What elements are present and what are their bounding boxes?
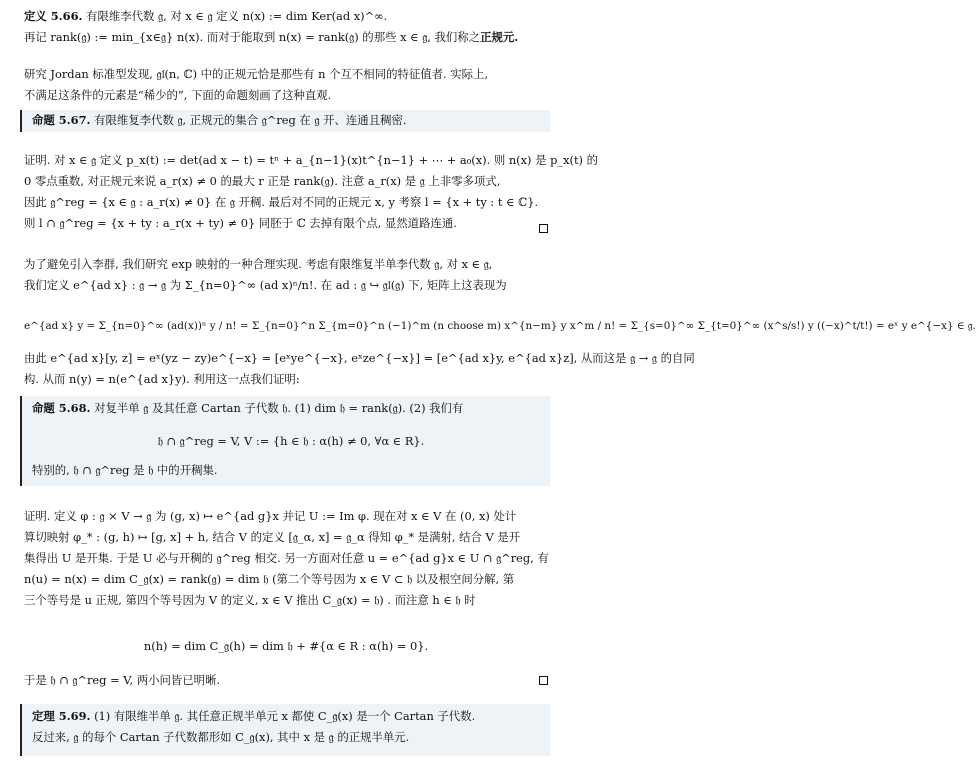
exp-line-2: 我们定义 e^{ad x} : 𝔤 → 𝔤 为 Σ_{n=0}^∞ (ad x)ⁿ/n!. 在 ad : 𝔤 ↪ 𝔤𝔩(𝔤) 下, 矩阵上这表现为 (24, 278, 507, 292)
intro-line-2: 不满足这条件的元素是“稀少的”, 下面的命题刻画了这种直观. (24, 88, 332, 102)
proof-conclusion (24, 670, 548, 691)
exp-equation: e^{ad x} y = Σ_{n=0}^∞ (ad(x))ⁿ y / n! = Σ_{n=0}^n Σ_{m=0}^n (−1)^m (n choose m) x^{n−m} y x^m / n! = Σ_{s=0}^∞ Σ_{t=0}^∞ (x^s/s!) y ((−x)^t/t!) = eˣ y e^{−x} ∈ 𝔤. (24, 320, 976, 332)
proof-line-6: 于是 𝔥 ∩ 𝔤^reg = V, 两小问皆已明晰. (24, 673, 221, 687)
proof-line-1: 证明. 对 x ∈ 𝔤 定义 p_x(t) := det(ad x − t) = tⁿ + a_{n−1}(x)t^{n−1} + ⋯ + a₀(x). 则 n(x) 是 p_x(t) 的 (24, 153, 599, 167)
proof-line-3: 因此 𝔤^reg = {x ∈ 𝔤 : a_r(x) ≠ 0} 在 𝔤 开稠. 最后对不同的正规元 x, y 考察 l = {x + ty : t ∈ ℂ}. (24, 195, 539, 209)
proof-line-2: 算切映射 φ_* : (g, h) ↦ [g, x] + h, 结合 V 的定义 [𝔤_α, x] = 𝔤_α 得知 φ_* 是满射, 结合 V 是开 (24, 530, 521, 544)
proof-equation: n(h) = dim C_𝔤(h) = dim 𝔥 + #{α ∈ R : α(h) = 0}. (143, 639, 429, 653)
theorem-label: 定理 5.69. (32, 709, 91, 723)
proposition-label: 命题 5.68. (32, 401, 91, 415)
proof-line-2: 0 零点重数, 对正规元来说 a_r(x) ≠ 0 的最大 r 正是 rank(𝔤). 注意 a_r(x) 是 𝔤 上非零多项式, (24, 174, 501, 188)
proposition-text-2: 特别的, 𝔥 ∩ 𝔤^reg 是 𝔥 中的开稠集. (32, 463, 218, 477)
theorem-text: (1) 有限维半单 𝔤. 其任意正规半单元 x 都使 C_𝔤(x) 是一个 Cartan 子代数. (94, 709, 476, 723)
proposition-label: 命题 5.67. (32, 113, 91, 127)
proposition-text: 对复半单 𝔤 及其任意 Cartan 子代数 𝔥. (1) dim 𝔥 = rank(𝔤). (2) 我们有 (94, 401, 464, 415)
proof-5-67 (24, 150, 599, 234)
intro-paragraph (24, 64, 548, 106)
qed-symbol (539, 676, 548, 685)
definition-label: 定义 5.66. (24, 9, 83, 23)
definition-text-2: 再记 rank(𝔤) := min_{x∈𝔤} n(x). 而对于能取到 n(x) = rank(𝔤) 的那些 x ∈ 𝔤, 我们称之 (24, 30, 481, 44)
proposition-text: 有限维复李代数 𝔤, 正规元的集合 𝔤^reg 在 𝔤 开、连通且稠密. (94, 113, 407, 127)
theorem-text-2: 反过来, 𝔤 的每个 Cartan 子代数都形如 C_𝔤(x), 其中 x 是 𝔤 的正规半单元. (32, 730, 410, 744)
theorem-5-69 (20, 704, 550, 756)
qed-symbol (539, 224, 548, 233)
proposition-equation: 𝔥 ∩ 𝔤^reg = V, V := {h ∈ 𝔥 : α(h) ≠ 0, ∀α ∈ R}. (157, 434, 425, 448)
definition-text: 有限维李代数 𝔤, 对 x ∈ 𝔤 定义 n(x) := dim Ker(ad x)^∞. (86, 9, 388, 23)
definition-5-66 (24, 6, 548, 48)
exp-line-1: 为了避免引入李群, 我们研究 exp 映射的一种合理实现. 考虑有限维复半单李代数 𝔤, 对 x ∈ 𝔤, (24, 257, 493, 271)
proof-5-68 (24, 506, 548, 611)
exp-paragraph (24, 254, 548, 296)
proposition-5-67 (20, 110, 550, 132)
intro-line-1: 研究 Jordan 标准型发现, 𝔤𝔩(n, ℂ) 中的正规元恰是那些有 n 个互不相同的特征值者. 实际上, (24, 67, 489, 81)
proof-line-3: 集得出 U 是开集. 于是 U 必与开稠的 𝔤^reg 相交. 另一方面对任意 u = e^{ad g}x ∈ U ∩ 𝔤^reg, 有 (24, 551, 549, 565)
proof-line-5: 三个等号是 u 正规, 第四个等号因为 V 的定义, x ∈ V 推出 C_𝔤(x) = 𝔥) . 而注意 h ∈ 𝔥 时 (24, 593, 476, 607)
proof-line-4: n(u) = n(x) = dim C_𝔤(x) = rank(𝔤) = dim 𝔥 (第二个等号因为 x ∈ V ⊂ 𝔥 以及根空间分解, 第 (24, 572, 515, 586)
exp-line-4: 构. 从而 n(y) = n(e^{ad x}y). 利用这一点我们证明: (24, 372, 300, 386)
proof-line-4: 则 l ∩ 𝔤^reg = {x + ty : a_r(x + ty) ≠ 0} 同胚于 ℂ 去掉有限个点, 显然道路连通. (24, 216, 457, 230)
exp-line-3: 由此 e^{ad x}[y, z] = eˣ(yz − zy)e^{−x} = [eˣye^{−x}, eˣze^{−x}] = [e^{ad x}y, e^{ad x}z], 从而这是 𝔤 → 𝔤 的自同 (24, 351, 695, 365)
definition-term: 正规元. (480, 30, 519, 44)
proof-line-1: 证明. 定义 φ : 𝔤 × V → 𝔤 为 (g, x) ↦ e^{ad g}x 并记 U := Im φ. 现在对 x ∈ V 在 (0, x) 处计 (24, 509, 517, 523)
proposition-5-68 (20, 396, 550, 486)
exp-paragraph-2 (24, 348, 695, 390)
